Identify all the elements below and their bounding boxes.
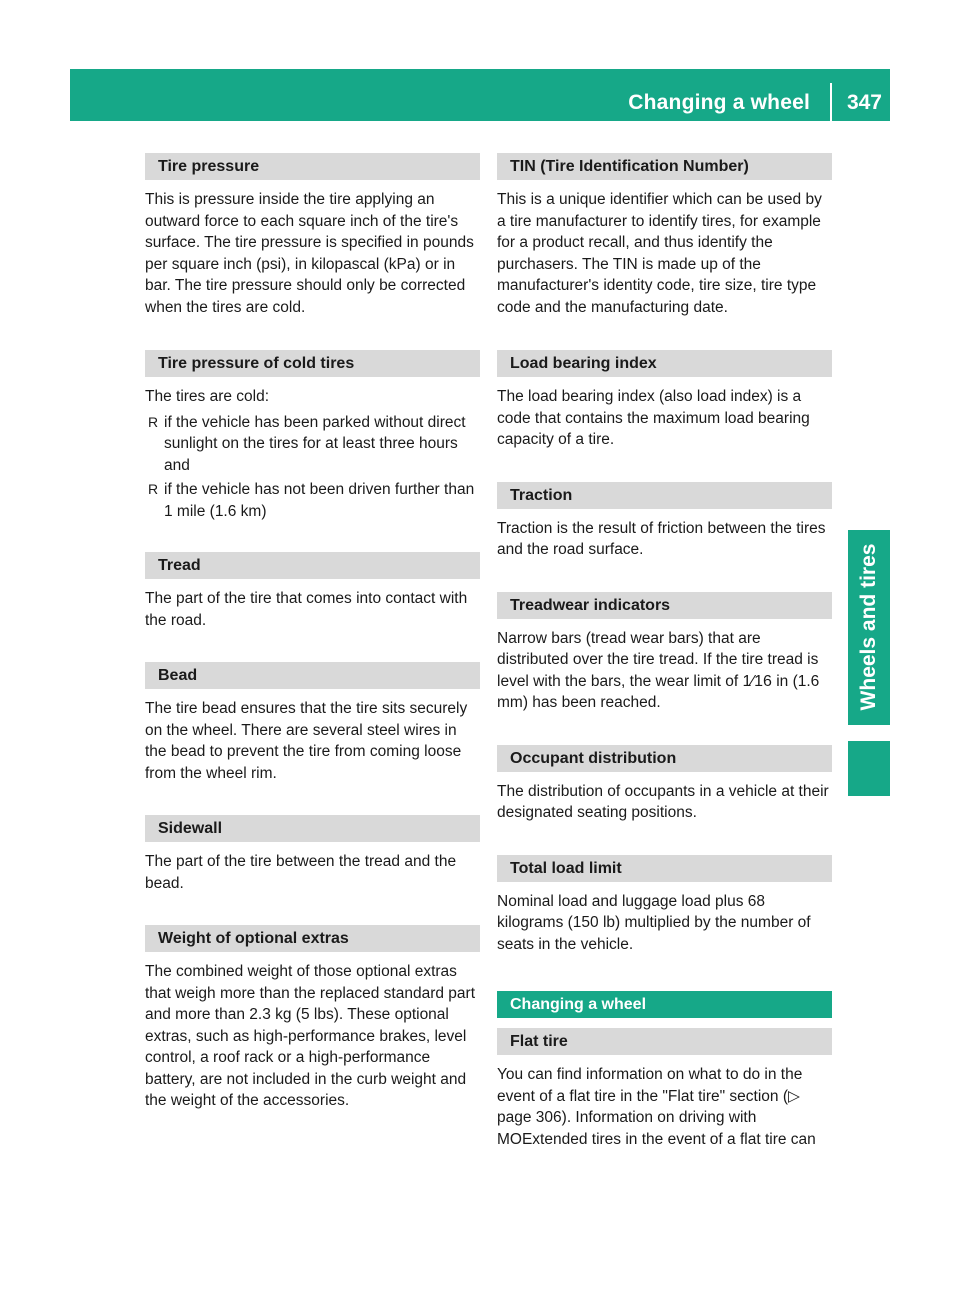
body-text: You can find information on what to do in the event of a flat tire in the "Flat tire" section ( xyxy=(497,1066,803,1105)
page-reference-link[interactable]: page 306 xyxy=(497,1109,562,1126)
wear-limit-fraction: 1⁄16 xyxy=(742,672,772,690)
section-body: This is pressure inside the tire applying an outward force to each square inch of the tire's surface. The tire pressure is specified in pounds per square inch (psi), in kilopascal (kPa) or in bar. The tire pressure should only be corrected when the tires are cold. xyxy=(145,191,474,316)
right-column xyxy=(497,153,832,1179)
section-heading: Traction xyxy=(497,482,832,509)
left-column xyxy=(145,153,480,1141)
section-heading: Weight of optional extras xyxy=(145,925,480,952)
section-flat-tire xyxy=(497,1028,832,1150)
chapter-title: Changing a wheel xyxy=(628,91,810,114)
side-tab-marker xyxy=(848,741,890,796)
section-load-index xyxy=(497,350,832,451)
section-optional-extras xyxy=(145,925,480,1112)
section-traction xyxy=(497,482,832,561)
section-heading: Total load limit xyxy=(497,855,832,882)
section-heading: Sidewall xyxy=(145,815,480,842)
section-heading: TIN (Tire Identification Number) xyxy=(497,153,832,180)
section-heading: Tread xyxy=(145,552,480,579)
side-tab[interactable] xyxy=(848,530,890,725)
section-heading: Bead xyxy=(145,662,480,689)
section-treadwear xyxy=(497,592,832,714)
section-body: The distribution of occupants in a vehicle at their designated seating positions. xyxy=(497,782,829,821)
section-heading: Treadwear indicators xyxy=(497,592,832,619)
section-tire-pressure xyxy=(145,153,480,318)
bullet-icon: R xyxy=(148,413,159,430)
section-bead xyxy=(145,662,480,784)
section-body xyxy=(497,628,832,714)
list-item-text: if the vehicle has been parked without direct sunlight on the tires for at least three hours and xyxy=(164,413,466,474)
section-tin xyxy=(497,153,832,318)
body-text: ). Information on driving with MOExtended tires in the event of a flat tire can xyxy=(497,1109,816,1148)
body-text: Narrow bars (tread wear bars) that are distributed over the tire tread. If the tire tread is level with the bars, the wear limit of xyxy=(497,629,819,690)
section-heading: Tire pressure xyxy=(145,153,480,180)
header-divider xyxy=(830,83,832,121)
section-body: The combined weight of those optional extras that weigh more than the replaced standard part and more than 2.3 kg (5 lbs). These optional extras, such as high-performance brakes, level control, a roof rack or a high-performance battery, are not included in the curb weight and the weight of the accessories. xyxy=(145,963,476,1109)
section-heading: Load bearing index xyxy=(497,350,832,377)
section-body: The part of the tire between the tread and the bead. xyxy=(145,853,457,892)
side-tab-label: Wheels and tires xyxy=(857,543,880,711)
section-heading: Occupant distribution xyxy=(497,745,832,772)
section-occupant xyxy=(497,745,832,824)
header-bar xyxy=(70,69,890,121)
section-intro: The tires are cold: xyxy=(145,388,270,405)
section-heading: Tire pressure of cold tires xyxy=(145,350,480,377)
section-cold-tires xyxy=(145,350,480,522)
chapter-heading: Changing a wheel xyxy=(497,991,832,1018)
bullet-list xyxy=(145,412,480,523)
section-sidewall xyxy=(145,815,480,894)
section-body: The load bearing index (also load index) is a code that contains the maximum load bearing capacity of a tire. xyxy=(497,388,810,448)
list-item xyxy=(145,412,480,477)
section-body: The part of the tire that comes into contact with the road. xyxy=(145,590,468,629)
page-number: 347 xyxy=(846,91,882,114)
section-body: Traction is the result of friction between the tires and the road surface. xyxy=(497,519,826,558)
list-item xyxy=(145,479,480,522)
section-body: This is a unique identifier which can be used by a tire manufacturer to identify tires, for example for a product recall, and thus identify the purchasers. The TIN is made up of the manufacturer's identity code, tire size, tire type code and the manufacturing date. xyxy=(497,191,822,316)
bullet-icon: R xyxy=(148,481,159,497)
section-tread xyxy=(145,552,480,631)
section-total-load xyxy=(497,855,832,956)
list-item-text: if the vehicle has not been driven further than 1 mile (1.6 km) xyxy=(164,481,475,520)
section-body: The tire bead ensures that the tire sits securely on the wheel. There are several steel wires in the bead to prevent the tire from coming loose from the wheel rim. xyxy=(145,700,468,782)
section-heading: Flat tire xyxy=(497,1028,832,1055)
page-ref-arrow-icon: ▷ xyxy=(788,1087,800,1105)
body-text: in (1.6 mm) has been reached. xyxy=(497,672,820,711)
section-body: Nominal load and luggage load plus 68 kilograms (150 lb) multiplied by the number of seats in the vehicle. xyxy=(497,892,811,953)
section-body xyxy=(497,1064,832,1150)
section-changing-wheel xyxy=(497,991,832,1018)
